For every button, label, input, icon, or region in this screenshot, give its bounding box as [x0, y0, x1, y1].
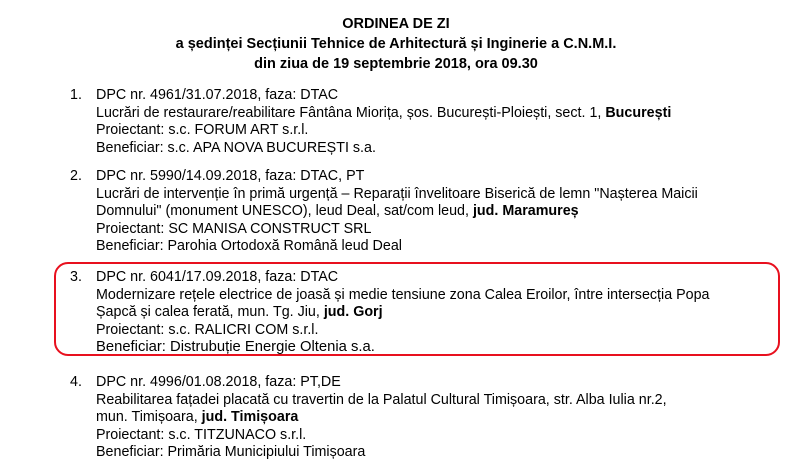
- item-beneficiar: Beneficiar: s.c. APA NOVA BUCUREȘTI s.a.: [96, 139, 376, 156]
- item-proiectant: Proiectant: s.c. FORUM ART s.r.l.: [96, 122, 309, 139]
- item-proiectant: Proiectant: s.c. RALICRI COM s.r.l.: [96, 321, 319, 338]
- item-beneficiar: Beneficiar: Distrubuție Energie Oltenia s.a.: [96, 339, 375, 356]
- item-number: 3.: [70, 269, 82, 285]
- item-dpc: DPC nr. 5990/14.09.2018, faza: DTAC, PT: [96, 168, 365, 184]
- item-description-line: Reabilitarea fațadei placată cu travertin de la Palatul Cultural Timișoara, str. Alba Iulia nr.2,: [96, 391, 667, 408]
- agenda-title: ORDINEA DE ZI: [342, 16, 450, 32]
- agenda-subtitle: a ședinței Secțiunii Tehnice de Arhitectură și Inginerie a C.N.M.I.: [175, 36, 617, 52]
- item-description-line: Lucrări de intervenție în primă urgență – Reparații învelitoare Biserică de lemn "Nașterea Maicii: [96, 185, 698, 202]
- agenda-date-line: din ziua de 19 septembrie 2018, ora 09.30: [254, 56, 538, 72]
- item-beneficiar: Beneficiar: Parohia Ortodoxă Română leud Deal: [96, 238, 402, 255]
- item-beneficiar: Beneficiar: Primăria Municipiului Timișoara: [96, 444, 366, 461]
- item-description-line: Domnului" (monument UNESCO), leud Deal, sat/com leud, jud. Maramureș: [96, 203, 579, 220]
- item-number: 4.: [70, 374, 82, 390]
- item-dpc: DPC nr. 6041/17.09.2018, faza: DTAC: [96, 269, 339, 285]
- item-description-line: Lucrări de restaurare/reabilitare Fântâna Miorița, șos. București-Ploiești, sect. 1, București: [96, 104, 672, 121]
- item-description-line: mun. Timișoara, jud. Timișoara: [96, 409, 299, 426]
- item-dpc: DPC nr. 4996/01.08.2018, faza: PT,DE: [96, 374, 341, 390]
- item-number: 2.: [70, 168, 82, 184]
- item-dpc: DPC nr. 4961/31.07.2018, faza: DTAC: [96, 87, 339, 103]
- item-description-line: Șapcă și calea ferată, mun. Tg. Jiu, jud. Gorj: [96, 304, 383, 321]
- item-proiectant: Proiectant: SC MANISA CONSTRUCT SRL: [96, 220, 372, 237]
- item-description-line: Modernizare rețele electrice de joasă și medie tensiune zona Calea Eroilor, între intersecția Popa: [96, 286, 710, 303]
- item-number: 1.: [70, 87, 82, 103]
- item-proiectant: Proiectant: s.c. TITZUNACO s.r.l.: [96, 426, 307, 443]
